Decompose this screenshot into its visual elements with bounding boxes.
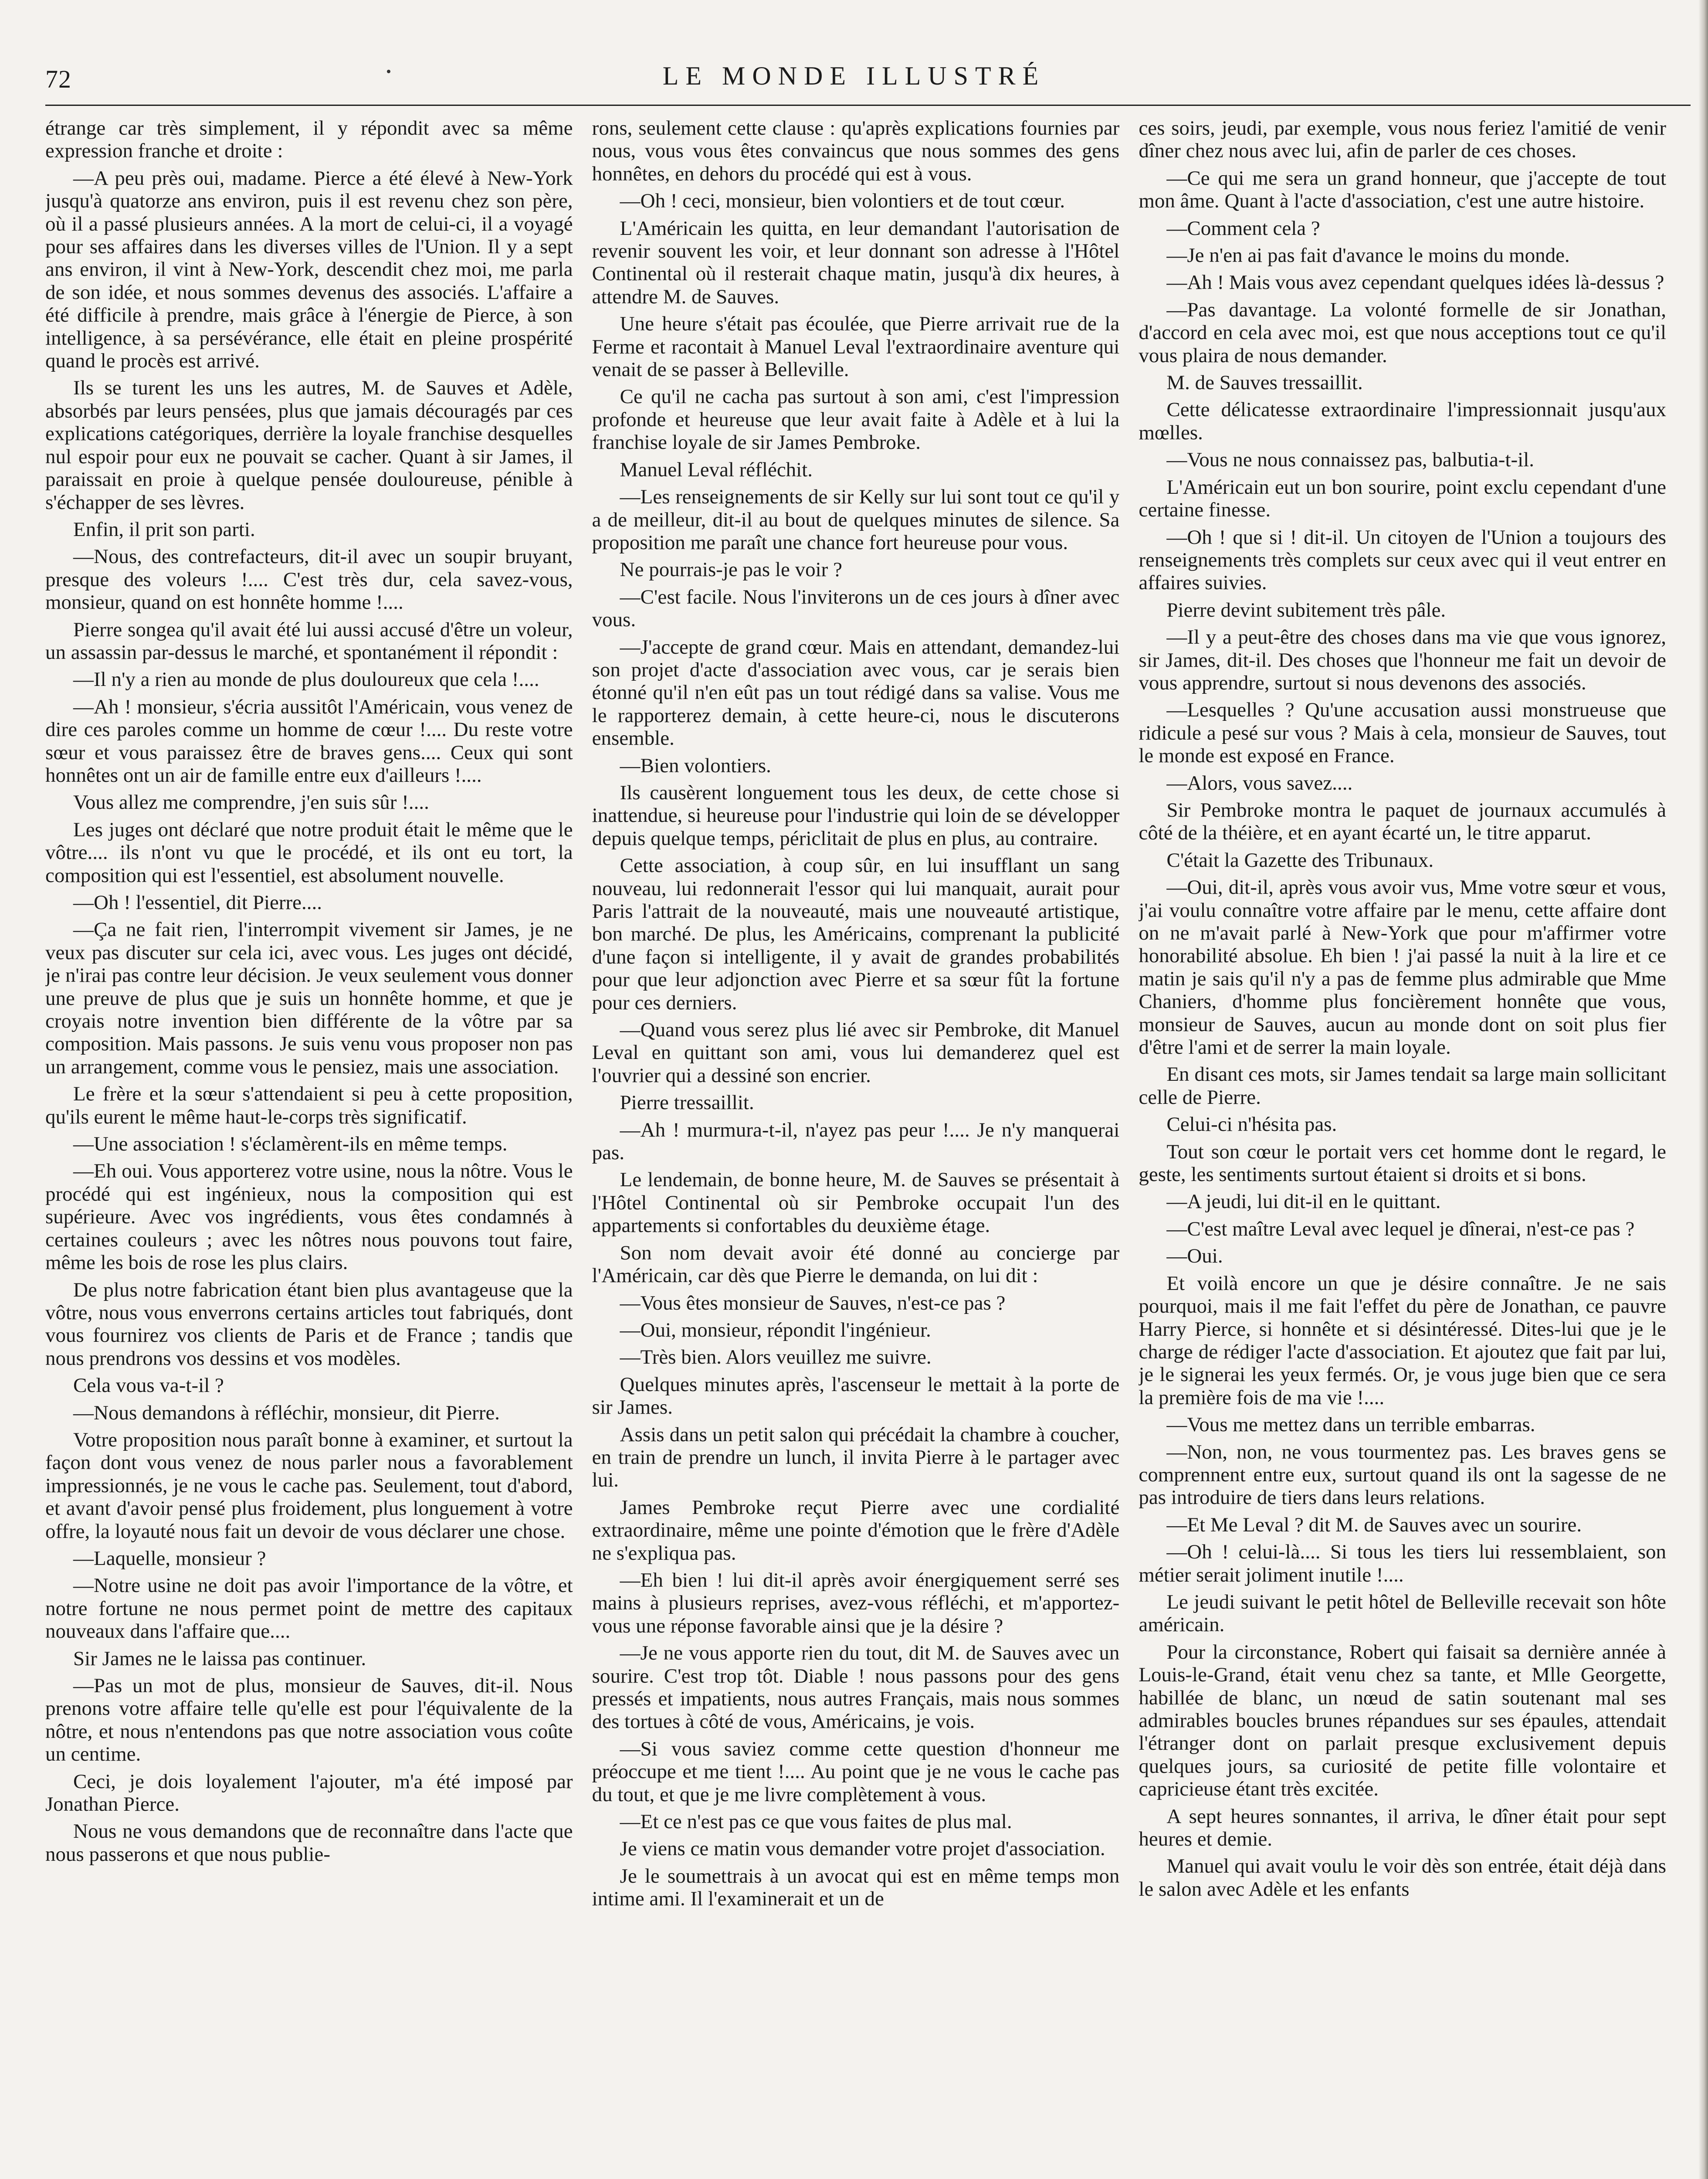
paragraph: —Si vous saviez comme cette question d'honneur me préoccupe et me tient !.... Au point que je ne vous le cache pas du tout, et que je me livre complètement à vous.	[592, 1737, 1120, 1806]
paragraph: —Bien volontiers.	[620, 754, 771, 777]
paragraph: Manuel qui avait voulu le voir dès son entrée, était déjà dans le salon avec Adèle et les enfants	[1139, 1855, 1667, 1901]
paragraph: Les juges ont déclaré que notre produit était le même que le vôtre.... ils n'ont vu que le procédé, et ils ont eu tort, la composition qui est l'essentiel, est absolument nouvelle.	[45, 818, 573, 887]
page-edge-shadow	[1698, 0, 1708, 2179]
paragraph: —Oh ! celui-là.... Si tous les tiers lui ressemblaient, son métier serait joliment inutile !....	[1139, 1541, 1667, 1586]
paragraph: Et voilà encore un que je désire connaître. Je ne sais pourquoi, mais il me fait l'effet du père de Jonathan, ce pauvre Harry Pierce, si honnête et si désintéressé. Dites-lui que je le charge de rédiger l'acte d'association. Et ajoutez que fait par lui, je le signerai les yeux fermés. Or, je vous juge bien que ce sera la première fois de ma vie !....	[1139, 1272, 1667, 1409]
paragraph: Sir James ne le laissa pas continuer.	[73, 1647, 366, 1670]
paragraph: —Pas davantage. La volonté formelle de sir Jonathan, d'accord en cela avec moi, est que nous acceptions tout ce qu'il vous plaira de nous demander.	[1139, 298, 1667, 367]
masthead: LE MONDE ILLUSTRÉ	[662, 61, 1046, 90]
paragraph: Votre proposition nous paraît bonne à examiner, et surtout la façon dont vous venez de nous parler nous a favorablement impressionnés, je ne vous le cache pas. Seulement, tout d'abord, et avant d'avoir pensé plus froidement, plus longuement à votre offre, la loyauté nous fait un devoir de vous déclarer une chose.	[45, 1428, 573, 1543]
paragraph: —Notre usine ne doit pas avoir l'importance de la vôtre, et notre fortune ne nous permet point de mettre des capitaux nouveaux dans l'affaire que....	[45, 1574, 573, 1643]
paragraph: L'Américain eut un bon sourire, point exclu cependant d'une certaine finesse.	[1139, 475, 1667, 522]
paragraph: —Vous êtes monsieur de Sauves, n'est-ce pas ?	[620, 1291, 1006, 1314]
paragraph: Pour la circonstance, Robert qui faisait sa dernière année à Louis-le-Grand, était venu chez sa tante, et Mlle Georgette, habillée de blanc, un nœud de satin soutenant mal ses admirables boucles brunes répandues sur ses épaules, attendait l'étranger dont on parlait presque exclusivement depuis quelques jours, sa curiosité de petite fille volontaire et capricieuse étant très excitée.	[1139, 1640, 1667, 1801]
paragraph: —A peu près oui, madame. Pierce a été élevé à New-York jusqu'à quatorze ans environ, puis il est revenu chez son père, où il a passé plusieurs années. A la mort de celui-ci, il a voyagé pour ses affaires dans les diverses villes de l'Union. Il y a sept ans environ, il vint à New-York, descendit chez moi, me parla de son idée, et nous sommes devenus des associés. L'affaire a été difficile à prendre, mais grâce à l'énergie de Pierce, à son intelligence, à sa persévérance, elle était en pleine prospérité quand le procès est arrivé.	[45, 166, 573, 373]
paragraph: Enfin, il prit son parti.	[73, 518, 255, 541]
paragraph: —Pas un mot de plus, monsieur de Sauves, dit-il. Nous prenons votre affaire telle qu'elle est pour l'équivalente de la nôtre, et nous n'entendons pas que notre association vous coûte un centime.	[45, 1674, 573, 1766]
paragraph: Cela vous va-t-il ?	[73, 1374, 224, 1397]
paragraph: —Ah ! monsieur, s'écria aussitôt l'Américain, vous venez de dire ces paroles comme un homme de cœur !.... Du reste votre sœur et vous paraissez être de braves gens.... Ceux qui sont honnêtes ont un air de famille entre eux d'ailleurs !....	[45, 695, 573, 787]
paragraph: Je viens ce matin vous demander votre projet d'association.	[620, 1837, 1105, 1860]
paragraph: —A jeudi, lui dit-il en le quittant.	[1166, 1190, 1441, 1213]
paragraph: —Eh bien ! lui dit-il après avoir énergiquement serré ses mains à plusieurs reprises, avez-vous réfléchi, et m'apportez-vous une réponse favorable ainsi que je la désire ?	[592, 1568, 1120, 1637]
paragraph: —Alors, vous savez....	[1166, 771, 1353, 794]
paragraph: ces soirs, jeudi, par exemple, vous nous feriez l'amitié de venir dîner chez nous avec lui, afin de parler de ces choses.	[1139, 117, 1667, 163]
paragraph: —Oh ! ceci, monsieur, bien volontiers et de tout cœur.	[620, 190, 1065, 213]
paragraph: James Pembroke reçut Pierre avec une cordialité extraordinaire, même une pointe d'émotion que le frère d'Adèle ne s'expliqua pas.	[592, 1496, 1120, 1565]
paragraph: Ils se turent les uns les autres, M. de Sauves et Adèle, absorbés par leurs pensées, plus que jamais découragés par ces explications catégoriques, derrière la loyale franchise desquelles nul espoir pour eux ne pouvait se cacher. Quant à sir James, il paraissait en proie à quelque pensée douloureuse, pénible à s'échapper de ses lèvres.	[45, 377, 573, 514]
paragraph: Ils causèrent longuement tous les deux, de cette chose si inattendue, si heureuse pour l'industrie qui loin de se développer depuis quelque temps, périclitait de plus en plus, au contraire.	[592, 781, 1120, 850]
paragraph: M. de Sauves tressaillit.	[1166, 371, 1363, 394]
paragraph: —Il n'y a rien au monde de plus douloureux que cela !....	[73, 668, 539, 691]
paragraph: —Les renseignements de sir Kelly sur lui sont tout ce qu'il y a de meilleur, dit-il au bout de quelques minutes de silence. Sa proposition me paraît une chance fort heureuse pour vous.	[592, 485, 1120, 554]
paragraph: Une heure s'était pas écoulée, que Pierre arrivait rue de la Ferme et racontait à Manuel Leval l'extraordinaire aventure qui venait de se passer à Belleville.	[592, 312, 1120, 381]
paragraph: —Vous me mettez dans un terrible embarras.	[1166, 1413, 1535, 1436]
paragraph: —Lesquelles ? Qu'une accusation aussi monstrueuse que ridicule a pesé sur vous ? Mais à cela, monsieur de Sauves, tout le monde est exposé en France.	[1139, 699, 1667, 767]
paragraph: —Quand vous serez plus lié avec sir Pembroke, dit Manuel Leval en quittant son ami, vous lui demanderez quel est l'ouvrier qui a dessiné son encrier.	[592, 1018, 1120, 1087]
paragraph: Le lendemain, de bonne heure, M. de Sauves se présentait à l'Hôtel Continental où sir Pembroke occupait l'un des appartements si confortables du deuxième étage.	[592, 1168, 1120, 1237]
paragraph: Ce qu'il ne cacha pas surtout à son ami, c'est l'impression profonde et heureuse que leur avait faite à Adèle et à lui la franchise loyale de sir James Pembroke.	[592, 385, 1120, 454]
paragraph: —Vous ne nous connaissez pas, balbutia-t-il.	[1166, 448, 1535, 472]
paragraph: —J'accepte de grand cœur. Mais en attendant, demandez-lui son projet d'acte d'association avec vous, car je serais bien étonné qu'il n'en eût pas un tout rédigé dans sa valise. Vous me le rapporterez demain, à cette heure-ci, nous le discuterons ensemble.	[592, 635, 1120, 750]
header-rule	[45, 105, 1691, 106]
paragraph: Pierre devint subitement très pâle.	[1166, 598, 1446, 621]
paragraph: C'était la Gazette des Tribunaux.	[1166, 849, 1434, 872]
paragraph: Quelques minutes après, l'ascenseur le mettait à la porte de sir James.	[592, 1373, 1120, 1419]
paragraph: Le jeudi suivant le petit hôtel de Belleville recevait son hôte américain.	[1139, 1590, 1667, 1636]
paragraph: rons, seulement cette clause : qu'après explications fournies par nous, vous vous êtes convaincus que nous sommes des gens honnêtes, en dehors du procédé qui est à vous.	[592, 117, 1120, 185]
paragraph: —Nous, des contrefacteurs, dit-il avec un soupir bruyant, presque des voleurs !.... C'est très dur, cela savez-vous, monsieur, quand on est honnête homme !....	[45, 545, 573, 614]
paragraph: —Une association ! s'éclamèrent-ils en même temps.	[73, 1133, 508, 1156]
paragraph: —C'est maître Leval avec lequel je dînerai, n'est-ce pas ?	[1166, 1217, 1635, 1240]
paragraph: —Ce qui me sera un grand honneur, que j'accepte de tout mon âme. Quant à l'acte d'association, c'est une autre histoire.	[1139, 166, 1667, 213]
paragraph: Tout son cœur le portait vers cet homme dont le regard, le geste, les sentiments surtout étaient si droits et si bons.	[1139, 1140, 1667, 1186]
paragraph: —Je n'en ai pas fait d'avance le moins du monde.	[1166, 244, 1570, 267]
paragraph: Celui-ci n'hésita pas.	[1166, 1113, 1337, 1136]
paragraph: Sir Pembroke montra le paquet de journaux accumulés à côté de la théière, et en ayant écarté un, le titre apparut.	[1139, 798, 1667, 845]
paragraph: Assis dans un petit salon qui précédait la chambre à coucher, en train de prendre un lunch, il invita Pierre à le partager avec lui.	[592, 1423, 1120, 1492]
paragraph: A sept heures sonnantes, il arriva, le dîner était pour sept heures et demie.	[1139, 1805, 1667, 1851]
paragraph: —Je ne vous apporte rien du tout, dit M. de Sauves avec un sourire. C'est trop tôt. Diable ! nous passons pour des gens pressés et impatients, nous autres Français, mais nous sommes des tortues à côté de vous, Américains, je vois.	[592, 1642, 1120, 1733]
paragraph: En disant ces mots, sir James tendait sa large main sollicitant celle de Pierre.	[1139, 1063, 1667, 1109]
paragraph: Manuel Leval réfléchit.	[620, 458, 813, 481]
paragraph: Pierre tressaillit.	[620, 1091, 754, 1114]
paragraph: Je le soumettrais à un avocat qui est en même temps mon intime ami. Il l'examinerait et un de	[592, 1864, 1120, 1911]
paragraph: —Ah ! murmura-t-il, n'ayez pas peur !.... Je n'y manquerai pas.	[592, 1118, 1120, 1164]
paragraph: —Oh ! que si ! dit-il. Un citoyen de l'Union a toujours des renseignements très complets sur ceux avec qui il veut entrer en affaires suivies.	[1139, 526, 1667, 594]
paragraph: —Oui.	[1166, 1245, 1223, 1268]
paragraph: L'Américain les quitta, en leur demandant l'autorisation de revenir souvent les voir, et leur donnant son adresse à l'Hôtel Continental où il resterait chaque matin, jusqu'à dix heures, à attendre M. de Sauves.	[592, 217, 1120, 308]
paragraph: —Comment cela ?	[1166, 217, 1320, 240]
page-number: 72	[45, 65, 71, 93]
paragraph: —Et ce n'est pas ce que vous faites de plus mal.	[620, 1810, 1012, 1833]
paragraph: —Oh ! l'essentiel, dit Pierre....	[73, 891, 322, 914]
paragraph: Ne pourrais-je pas le voir ?	[620, 558, 842, 581]
column-2	[592, 117, 1120, 2179]
paragraph: —Très bien. Alors veuillez me suivre.	[620, 1346, 932, 1369]
paragraph: —C'est facile. Nous l'inviterons un de ces jours à dîner avec vous.	[592, 585, 1120, 631]
column-3	[1139, 117, 1666, 2179]
paragraph: —Oui, monsieur, répondit l'ingénieur.	[620, 1318, 931, 1341]
paragraph: Vous allez me comprendre, j'en suis sûr !....	[73, 791, 429, 814]
paragraph: —Oui, dit-il, après vous avoir vus, Mme votre sœur et vous, j'ai voulu connaître votre affaire par le menu, cette affaire dont on ne m'avait parlé à New-York que pour m'affirmer votre honorabilité absolue. Eh bien ! j'ai passé la nuit à la lire et ce matin je sais qu'il n'y a pas de femme plus admirable que Mme Chaniers, d'homme plus foncièrement honnête que vous, monsieur de Sauves, aucun au monde dont on soit plus fier d'être l'ami et de serrer la main loyale.	[1139, 876, 1667, 1059]
paragraph: —Eh oui. Vous apporterez votre usine, nous la nôtre. Vous le procédé qui est ingénieux, nous la composition qui est supérieure. Avec vos ingrédients, vous êtes condamnés à certaines couleurs ; avec les nôtres nous pouvons tout faire, même les bois de rose les plus clairs.	[45, 1160, 573, 1274]
paragraph: Nous ne vous demandons que de reconnaître dans l'acte que nous passerons et que nous publie-	[45, 1820, 573, 1866]
paragraph: —Nous demandons à réfléchir, monsieur, dit Pierre.	[73, 1401, 500, 1424]
paragraph: Le frère et la sœur s'attendaient si peu à cette proposition, qu'ils eurent le même haut-le-corps très significatif.	[45, 1083, 573, 1128]
paragraph: Cette association, à coup sûr, en lui insufflant un sang nouveau, lui redonnerait l'essor qui lui manquait, aurait pour Paris l'attrait de la nouveauté, mais une nouveauté artistique, bon marché. De plus, les Américains, comprenant la publicité d'une façon si intelligente, il y avait de grandes probabilités pour que leur adjonction avec Pierre et sa sœur fût la fortune pour ces derniers.	[592, 854, 1120, 1014]
paragraph: —Ça ne fait rien, l'interrompit vivement sir James, je ne veux pas discuter sur cela ici, avec vous. Les juges ont décidé, je n'irai pas contre leur décision. Je veux seulement vous donner une preuve de plus que je suis un honnête homme, et que je croyais notre invention bien différente de la vôtre par sa composition. Mais passons. Je suis venu vous proposer non pas un arrangement, comme vous le pensiez, mais une association.	[45, 918, 573, 1078]
paragraph: Ceci, je dois loyalement l'ajouter, m'a été imposé par Jonathan Pierce.	[45, 1770, 573, 1816]
paragraph: —Il y a peut-être des choses dans ma vie que vous ignorez, sir James, dit-il. Des choses que l'honneur me fait un devoir de vous apprendre, surtout si nous devenons des associés.	[1139, 626, 1667, 694]
paragraph: Son nom devait avoir été donné au concierge par l'Américain, car dès que Pierre le demanda, on lui dit :	[592, 1241, 1120, 1287]
paragraph: Pierre songea qu'il avait été lui aussi accusé d'être un voleur, un assassin par-dessus le marché, et spontanément il répondit :	[45, 618, 573, 664]
paragraph: De plus notre fabrication étant bien plus avantageuse que la vôtre, nous vous enverrons certains articles tout fabriqués, dont vous fournirez vos clients de Paris et de France ; tandis que nous prendrons vos dessins et vos modèles.	[45, 1278, 573, 1370]
column-1	[45, 117, 573, 2179]
paragraph: —Et Me Leval ? dit M. de Sauves avec un sourire.	[1166, 1513, 1582, 1536]
paragraph: Cette délicatesse extraordinaire l'impressionnait jusqu'aux mœlles.	[1139, 398, 1667, 444]
paragraph: —Non, non, ne vous tourmentez pas. Les braves gens se comprennent entre eux, surtout quand ils ont la sagesse de ne pas introduire de tiers dans leurs relations.	[1139, 1440, 1667, 1509]
paragraph: —Laquelle, monsieur ?	[73, 1547, 266, 1570]
paragraph: —Ah ! Mais vous avez cependant quelques idées là-dessus ?	[1166, 271, 1664, 294]
article-body	[45, 117, 1666, 2179]
paragraph: étrange car très simplement, il y répondit avec sa même expression franche et droite :	[45, 117, 573, 163]
